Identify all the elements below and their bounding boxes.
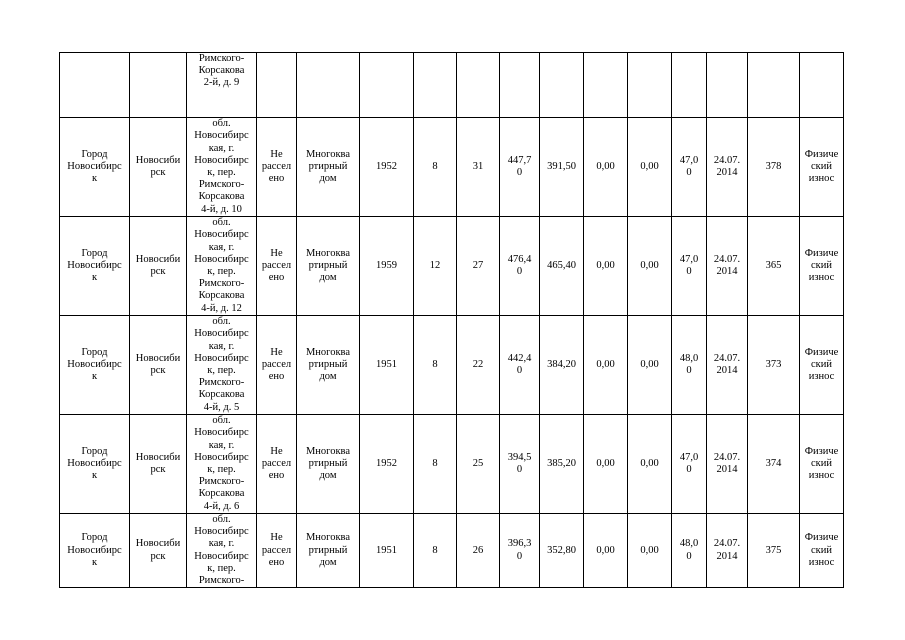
district-cell: Новосиби рск <box>130 415 187 514</box>
year-cell: 1959 <box>360 217 414 316</box>
cell <box>748 53 800 118</box>
status-cell: Не рассел ено <box>257 514 297 588</box>
address-cell: обл. Новосибирс кая, г. Новосибирс к, пер. Римского- Корсакова 4-й, д. 10 <box>187 118 257 217</box>
residents-cell: 22 <box>457 316 500 415</box>
reason-cell: Физиче ский износ <box>800 316 844 415</box>
cell <box>457 53 500 118</box>
year-cell: 1952 <box>360 118 414 217</box>
cell <box>297 53 360 118</box>
reason-cell: Физиче ский износ <box>800 514 844 588</box>
settlement-cell: Город Новосибирс к <box>60 118 130 217</box>
year-cell: 1951 <box>360 316 414 415</box>
cell <box>800 53 844 118</box>
total-area-cell: 442,4 0 <box>500 316 540 415</box>
table-row <box>60 316 844 415</box>
number-cell: 373 <box>748 316 800 415</box>
house-type-cell: Многоква ртирный дом <box>297 217 360 316</box>
total-area-cell: 447,7 0 <box>500 118 540 217</box>
residents-cell: 27 <box>457 217 500 316</box>
apartments-cell: 8 <box>414 118 457 217</box>
district-cell: Новосиби рск <box>130 514 187 588</box>
table-row <box>60 217 844 316</box>
cell <box>257 53 297 118</box>
number-cell: 374 <box>748 415 800 514</box>
living-area-cell: 352,80 <box>540 514 584 588</box>
reason-cell: Физиче ский износ <box>800 217 844 316</box>
apartments-cell: 8 <box>414 415 457 514</box>
value-cell: 0,00 <box>584 217 628 316</box>
table-row-continuation <box>60 53 844 118</box>
house-type-cell: Многоква ртирный дом <box>297 514 360 588</box>
address-cell: обл. Новосибирс кая, г. Новосибирс к, пер. Римского- <box>187 514 257 588</box>
wear-percent-cell: 47,0 0 <box>672 118 707 217</box>
total-area-cell: 396,3 0 <box>500 514 540 588</box>
date-cell: 24.07. 2014 <box>707 217 748 316</box>
settlement-cell: Город Новосибирс к <box>60 415 130 514</box>
cell <box>540 53 584 118</box>
cell <box>707 53 748 118</box>
total-area-cell: 476,4 0 <box>500 217 540 316</box>
value-cell: 0,00 <box>628 217 672 316</box>
living-area-cell: 465,40 <box>540 217 584 316</box>
reason-cell: Физиче ский износ <box>800 118 844 217</box>
cell <box>672 53 707 118</box>
cell <box>500 53 540 118</box>
date-cell: 24.07. 2014 <box>707 415 748 514</box>
date-cell: 24.07. 2014 <box>707 514 748 588</box>
settlement-cell: Город Новосибирс к <box>60 514 130 588</box>
value-cell: 0,00 <box>584 118 628 217</box>
table-row <box>60 118 844 217</box>
number-cell: 378 <box>748 118 800 217</box>
cell <box>628 53 672 118</box>
table-row <box>60 514 844 588</box>
value-cell: 0,00 <box>628 514 672 588</box>
house-type-cell: Многоква ртирный дом <box>297 316 360 415</box>
status-cell: Не рассел ено <box>257 118 297 217</box>
value-cell: 0,00 <box>628 118 672 217</box>
address-cell: обл. Новосибирс кая, г. Новосибирс к, пер. Римского- Корсакова 4-й, д. 6 <box>187 415 257 514</box>
year-cell: 1951 <box>360 514 414 588</box>
residents-cell: 25 <box>457 415 500 514</box>
wear-percent-cell: 48,0 0 <box>672 316 707 415</box>
district-cell: Новосиби рск <box>130 217 187 316</box>
cell <box>584 53 628 118</box>
status-cell: Не рассел ено <box>257 316 297 415</box>
number-cell: 365 <box>748 217 800 316</box>
address-cell: Римского- Корсакова 2-й, д. 9 <box>187 53 257 118</box>
value-cell: 0,00 <box>584 415 628 514</box>
status-cell: Не рассел ено <box>257 415 297 514</box>
address-cell: обл. Новосибирс кая, г. Новосибирс к, пер. Римского- Корсакова 4-й, д. 5 <box>187 316 257 415</box>
house-type-cell: Многоква ртирный дом <box>297 415 360 514</box>
apartments-cell: 8 <box>414 316 457 415</box>
district-cell: Новосиби рск <box>130 118 187 217</box>
value-cell: 0,00 <box>584 514 628 588</box>
wear-percent-cell: 48,0 0 <box>672 514 707 588</box>
value-cell: 0,00 <box>628 415 672 514</box>
year-cell: 1952 <box>360 415 414 514</box>
cell <box>130 53 187 118</box>
value-cell: 0,00 <box>628 316 672 415</box>
apartments-cell: 12 <box>414 217 457 316</box>
district-cell: Новосиби рск <box>130 316 187 415</box>
settlement-cell: Город Новосибирс к <box>60 316 130 415</box>
house-type-cell: Многоква ртирный дом <box>297 118 360 217</box>
number-cell: 375 <box>748 514 800 588</box>
living-area-cell: 385,20 <box>540 415 584 514</box>
cell <box>360 53 414 118</box>
cell <box>414 53 457 118</box>
reason-cell: Физиче ский износ <box>800 415 844 514</box>
wear-percent-cell: 47,0 0 <box>672 415 707 514</box>
table-row <box>60 415 844 514</box>
date-cell: 24.07. 2014 <box>707 316 748 415</box>
apartments-cell: 8 <box>414 514 457 588</box>
living-area-cell: 384,20 <box>540 316 584 415</box>
residents-cell: 31 <box>457 118 500 217</box>
status-cell: Не рассел ено <box>257 217 297 316</box>
housing-table <box>59 52 844 588</box>
living-area-cell: 391,50 <box>540 118 584 217</box>
total-area-cell: 394,5 0 <box>500 415 540 514</box>
address-cell: обл. Новосибирс кая, г. Новосибирс к, пер. Римского- Корсакова 4-й, д. 12 <box>187 217 257 316</box>
value-cell: 0,00 <box>584 316 628 415</box>
date-cell: 24.07. 2014 <box>707 118 748 217</box>
cell <box>60 53 130 118</box>
residents-cell: 26 <box>457 514 500 588</box>
settlement-cell: Город Новосибирс к <box>60 217 130 316</box>
wear-percent-cell: 47,0 0 <box>672 217 707 316</box>
